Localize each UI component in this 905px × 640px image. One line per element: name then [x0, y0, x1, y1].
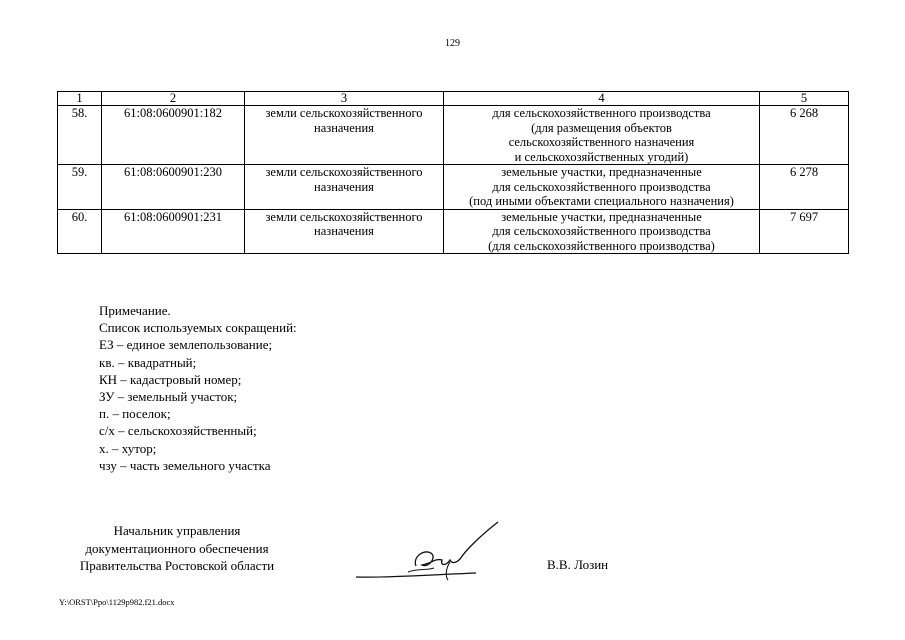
cell-line: земли сельскохозяйственного [265, 209, 423, 224]
column-header: 4 [444, 92, 760, 106]
cell-line: сельскохозяйственного назначения [508, 135, 695, 149]
table-row [58, 165, 849, 210]
abbreviation-item: с/х – сельскохозяйственный; [99, 423, 257, 439]
signatory-position [57, 522, 297, 575]
file-path: Y:\ORST\Ppo\1129p982.f21.docx [59, 597, 175, 607]
cadastral-number: 61:08:0600901:231 [102, 209, 245, 254]
cell-line: для сельскохозяйственного производства [492, 224, 711, 238]
cell-line: земли сельскохозяйственного [265, 165, 423, 179]
column-header: 5 [760, 92, 849, 106]
position-line: Правительства Ростовской области [79, 558, 275, 573]
cell-line: назначения [314, 179, 374, 194]
column-header: 2 [102, 92, 245, 106]
cadastral-number: 61:08:0600901:182 [102, 106, 245, 165]
cell-line: для сельскохозяйственного производства [492, 106, 711, 120]
table-header-row [58, 92, 849, 106]
abbreviation-item: х. – хутор; [99, 440, 157, 456]
cell-line: для сельскохозяйственного производства [492, 179, 711, 194]
cell-line: (для сельскохозяйственного производства) [488, 238, 715, 253]
abbreviation-item: п. – поселок; [99, 406, 171, 422]
cell-line: (для размещения объектов [531, 120, 672, 135]
abbreviation-item: ЗУ – земельный участок; [99, 389, 238, 405]
table-row [58, 209, 849, 254]
abbreviation-item: ЕЗ – единое землепользование; [99, 337, 273, 353]
plot-area: 6 278 [760, 165, 849, 210]
permitted-use [444, 165, 760, 210]
abbreviations-note [99, 302, 297, 474]
cadastral-number: 61:08:0600901:230 [102, 165, 245, 210]
row-number: 58. [58, 106, 102, 165]
table-row [58, 106, 849, 165]
cell-line: назначения [314, 120, 374, 135]
cell-line: земли сельскохозяйственного [265, 106, 423, 120]
land-category [245, 209, 444, 254]
row-number: 59. [58, 165, 102, 210]
plot-area: 7 697 [760, 209, 849, 254]
land-plots-table [57, 91, 849, 254]
position-line: Начальник управления [113, 523, 241, 538]
land-category [245, 106, 444, 165]
page-number: 129 [445, 38, 460, 49]
column-header: 1 [58, 92, 102, 106]
land-category [245, 165, 444, 210]
note-title: Примечание. [99, 303, 171, 318]
cell-line: (под иными объектами специального назначения) [469, 194, 734, 208]
signatory-name: В.В. Лозин [547, 557, 609, 572]
column-header: 3 [245, 92, 444, 106]
row-number: 60. [58, 209, 102, 254]
abbreviation-item: кв. – квадратный; [99, 354, 197, 370]
plot-area: 6 268 [760, 106, 849, 165]
cell-line: земельные участки, предназначенные [501, 165, 702, 179]
abbreviation-item: чзу – часть земельного участка [99, 457, 271, 473]
permitted-use [444, 209, 760, 254]
permitted-use [444, 106, 760, 165]
abbreviation-item: КН – кадастровый номер; [99, 371, 242, 387]
cell-line: и сельскохозяйственных угодий) [514, 149, 689, 164]
handwritten-signature [348, 518, 508, 586]
cell-line: назначения [314, 224, 374, 238]
position-line: документационного обеспечения [85, 540, 269, 556]
note-subtitle: Список используемых сокращений: [99, 320, 297, 336]
cell-line: земельные участки, предназначенные [501, 209, 702, 224]
